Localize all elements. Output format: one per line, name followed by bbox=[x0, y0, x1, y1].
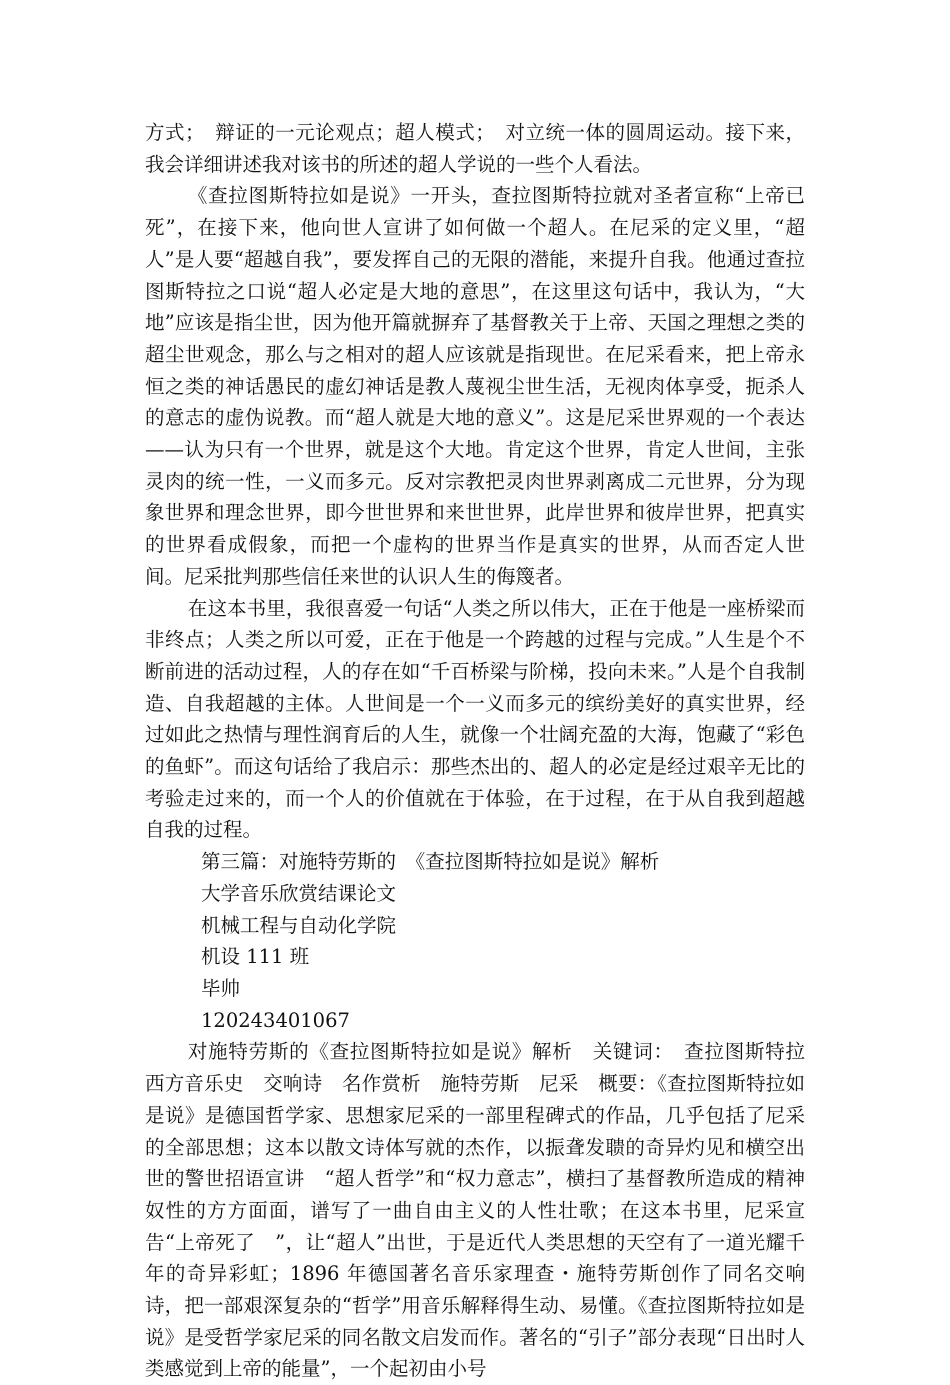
paragraph-abstract: 对施特劳斯的《查拉图斯特拉如是说》解析 关键词： 查拉图斯特拉 西方音乐史 交响诗 名作赏析 施特劳斯 尼采 概要：《查拉图斯特拉如是说》是德国哲学家、思想家尼采的一部里程碑式的作品，几乎包括了尼采的全部思想；这本以散文诗体写就的杰作，以振聋发聩的奇异灼见和横空出世的警世招语宣讲 “超人哲学”和“权力意志”，横扫了基督教所造成的精神奴性的方方面面，谱写了一曲自由主义的人性壮歌；在这本书里，尼采宣告“上帝死了 ”，让“超人”出世，于是近代人类思想的天空有了一道光耀千年的奇异彩虹；1896 年德国著名音乐家理查・施特劳斯创作了同名交响诗，把一部艰深复杂的“哲学”用音乐解释得生动、易懂。《查拉图斯特拉如是说》是受哲学家尼采的同名散文启发而作。著名的“引子”部分表现“日出时人类感觉到上帝的能量”，一个起初由小号 bbox=[145, 1040, 825, 1381]
class-name: 机设 111 班 bbox=[201, 945, 310, 969]
document-page bbox=[145, 117, 825, 1385]
paragraph-superman: 《查拉图斯特拉如是说》一开头，查拉图斯特拉就对圣者宣称“上帝已死”，在接下来，他向世人宣讲了如何做一个超人。在尼采的定义里，“超人”是人要“超越自我”，要发挥自己的无限的潜能，来提升自我。他通过查拉图斯特拉之口说“超人必定是大地的意思”，在这里这句话中，我认为，“大地”应该是指尘世，因为他开篇就摒弃了基督教关于上帝、天国之理想之类的超尘世观念，那么与之相对的超人应该就是指现世。在尼采看来，把上帝永恒之类的神话愚民的虚幻神话是教人蔑视尘世生活，无视肉体享受，扼杀人的意志的虚伪说教。而“超人就是大地的意义”。这是尼采世界观的一个表达——认为只有一个世界，就是这个大地。肯定这个世界，肯定人世间，主张灵肉的统一性，一义而多元。反对宗教把灵肉世界剥离成二元世界，分为现象世界和理念世界，即今世世界和来世世界，此岸世界和彼岸世界，把真实的世界看成假象，而把一个虚构的世界当作是真实的世界，从而否定人世间。尼采批判那些信任来世的认识人生的侮篾者。 bbox=[145, 184, 805, 588]
student-id: 120243401067 bbox=[201, 1008, 350, 1032]
author-name: 毕帅 bbox=[201, 976, 241, 1000]
article-meta-block bbox=[145, 846, 805, 1036]
school-name: 机械工程与自动化学院 bbox=[201, 913, 397, 937]
paragraph-intro: 方式； 辩证的一元论观点；超人模式； 对立统一体的圆周运动。接下来，我会详细讲述我对该书的所述的超人学说的一些个人看法。 bbox=[145, 121, 805, 176]
paragraph-bridge-quote: 在这本书里，我很喜爱一句话“人类之所以伟大，正在于他是一座桥梁而非终点；人类之所以可爱，正在于他是一个跨越的过程与完成。”人生是个不断前进的活动过程，人的存在如“千百桥梁与阶梯，投向未来。”人是个自我制造、自我超越的主体。人世间是一个一义而多元的缤纷美好的真实世界，经过如此之热情与理性润育后的人生，就像一个壮阔充盈的大海，饱藏了“彩色的鱼虾”。而这句话给了我启示：那些杰出的、超人的必定是经过艰辛无比的考验走过来的，而一个人的价值就在于体验，在于过程，在于从自我到超越自我的过程。 bbox=[145, 596, 805, 842]
article-heading: 第三篇：对施特劳斯的 《查拉图斯特拉如是说》解析 bbox=[201, 850, 660, 874]
course-name: 大学音乐欣赏结课论文 bbox=[201, 881, 397, 905]
